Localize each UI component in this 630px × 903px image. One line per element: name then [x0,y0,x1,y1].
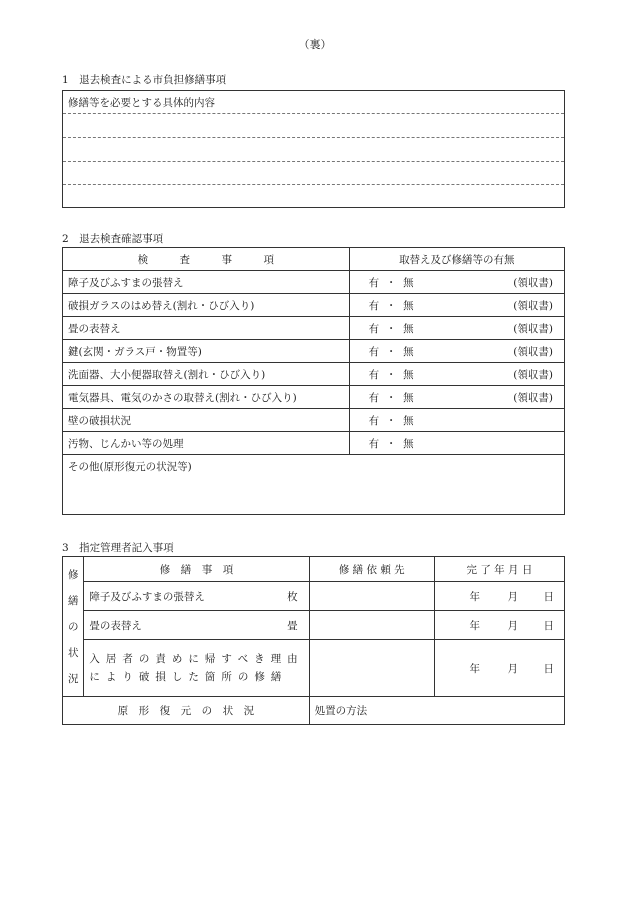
yes-option: 有 [368,322,380,335]
yes-option: 有 [368,299,380,312]
header-status: 取替え及び修繕等の有無 [349,248,564,271]
repair-item: 畳の表替え 畳 [84,611,309,640]
table-row [63,432,565,455]
inspection-item: 洗面器、大小便器取替え(割れ・ひび入り) [63,363,350,386]
no-option: 無 [403,299,414,312]
inspection-item: 汚物、じんかい等の処理 [63,432,350,455]
inspection-item: 畳の表替え [63,317,350,340]
status-cell: 有 ・ 無 (領収書) [349,386,564,409]
inspection-table [62,247,565,515]
table-row [63,582,565,611]
status-cell: 有 ・ 無 (領収書) [349,363,564,386]
repair-item: 障子及びふすまの張替え 枚 [84,582,309,611]
repair-item: 入居者の責めに帰すべき理由 により破損した箇所の修繕 [84,640,309,697]
manager-table [62,556,565,725]
table-row [63,409,565,432]
table-row [63,294,565,317]
status-cell: 有 ・ 無 [349,432,564,455]
receipt-label: (領収書) [513,322,553,335]
receipt-label: (領収書) [513,391,553,404]
inspection-item: 障子及びふすまの張替え [63,271,350,294]
inspection-item: 壁の破損状況 [63,409,350,432]
no-option: 無 [403,368,414,381]
dashed-line [63,161,564,162]
yes-option: 有 [368,345,380,358]
table-row [63,455,565,515]
contractor-cell [309,611,434,640]
yes-option: 有 [368,414,380,427]
header-contractor: 修 繕 依 頼 先 [309,557,434,582]
contractor-cell [309,582,434,611]
no-option: 無 [403,391,414,404]
contractor-cell [309,640,434,697]
yes-option: 有 [368,437,380,450]
completion-date: 年 月 日 [434,611,564,640]
receipt-label: (領収書) [513,276,553,289]
no-option: 無 [403,276,414,289]
repair-status-side-label: 修 繕 の 状 況 [63,557,84,697]
yes-option: 有 [368,368,380,381]
section2-title: 2 退去検査確認事項 [62,233,164,245]
repair-content-box [62,90,565,208]
table-row [63,386,565,409]
receipt-label: (領収書) [513,368,553,381]
inspection-item: 破損ガラスのはめ替え(割れ・ひび入り) [63,294,350,317]
yes-option: 有 [368,276,380,289]
no-option: 無 [403,437,414,450]
table-row [63,611,565,640]
section3-title: 3 指定管理者記入事項 [62,542,174,554]
status-cell: 有 ・ 無 (領収書) [349,340,564,363]
receipt-label: (領収書) [513,345,553,358]
page-title: （裏） [298,38,332,51]
no-option: 無 [403,345,414,358]
completion-date: 年 月 日 [434,640,564,697]
receipt-label: (領収書) [513,299,553,312]
dashed-line [63,113,564,114]
table-row [63,640,565,697]
other-notes: その他(原形復元の状況等) [63,455,565,515]
inspection-item: 電気器具、電気のかさの取替え(割れ・ひび入り) [63,386,350,409]
status-cell: 有 ・ 無 (領収書) [349,294,564,317]
header-repair-item: 修 繕 事 項 [84,557,309,582]
restore-status-label: 原 形 復 元 の 状 況 [63,697,310,725]
unit-label: 畳 [287,619,298,632]
unit-label: 枚 [287,590,298,603]
section1-title: 1 退去検査による市負担修繕事項 [62,74,227,86]
no-option: 無 [403,414,414,427]
table-row [63,340,565,363]
status-cell: 有 ・ 無 (領収書) [349,317,564,340]
repair-content-label: 修繕等を必要とする具体的内容 [68,97,215,109]
yes-option: 有 [368,391,380,404]
dashed-line [63,137,564,138]
header-inspection-item: 検 査 事 項 [63,248,350,271]
no-option: 無 [403,322,414,335]
table-row [63,363,565,386]
dashed-line [63,184,564,185]
status-cell: 有 ・ 無 [349,409,564,432]
treatment-method: 処置の方法 [309,697,564,725]
header-completion-date: 完 了 年 月 日 [434,557,564,582]
inspection-item: 鍵(玄関・ガラス戸・物置等) [63,340,350,363]
table-row [63,317,565,340]
completion-date: 年 月 日 [434,582,564,611]
table-row [63,271,565,294]
status-cell: 有 ・ 無 (領収書) [349,271,564,294]
